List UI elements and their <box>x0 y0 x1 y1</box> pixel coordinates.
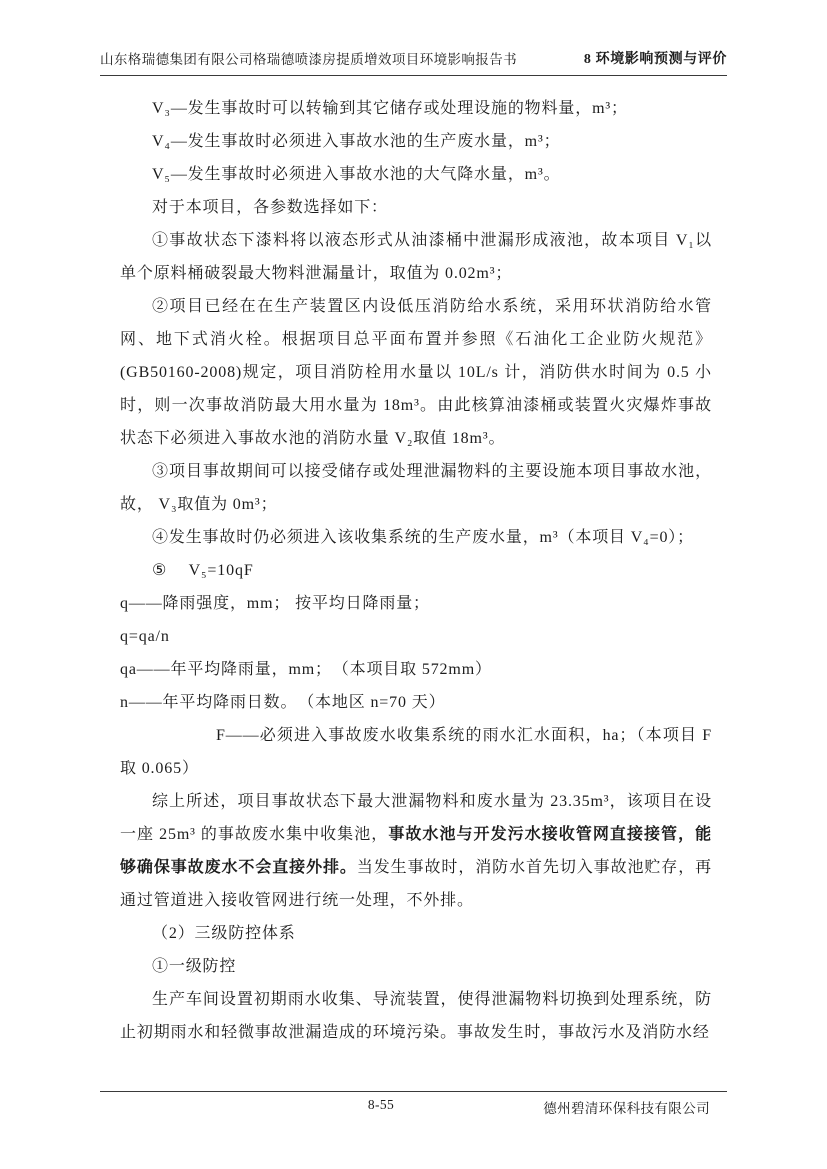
para-qa-definition: qa——年平均降雨量，mm； （本项目取 572mm） <box>120 661 492 678</box>
para-summary <box>120 785 712 917</box>
header-report-title: 山东格瑞德集团有限公司格瑞德喷漆房提质增效项目环境影响报告书 <box>100 52 517 67</box>
footer-page-number: 8-55 <box>367 1097 395 1112</box>
para-q-definition: q——降雨强度，mm； 按平均日降雨量； <box>120 595 430 612</box>
footer-company-name: 德州碧清环保科技有限公司 <box>543 1101 711 1116</box>
page-header <box>100 48 727 76</box>
para-level1-control: 生产车间设置初期雨水收集、导流装置，使得泄漏物料切换到处理系统，防止初期雨水和轻微事故泄漏造成的环境污染。事故发生时，事故污水及消防水经 <box>120 991 712 1041</box>
para-params-intro: 对于本项目，各参数选择如下： <box>152 199 388 216</box>
footer-rule <box>100 1091 727 1092</box>
document-body <box>120 92 712 1049</box>
para-item4-v4: ④发生事故时仍必须进入该收集系统的生产废水量，m³（本项目 V₄=0）； <box>152 529 694 546</box>
para-v4-definition: V₄—发生事故时必须进入事故水池的生产废水量，m³； <box>152 133 561 150</box>
para-f-definition: F——必须进入事故废水收集系统的雨水汇水面积，ha；（本项目 F 取 0.065） <box>120 727 712 777</box>
summary-segment-3: 当发生事故时，消防水首先切入事故池贮存，再通过管道进入接收管网进行统一处理，不外排。 <box>120 859 712 909</box>
header-section-title: 8 环境影响预测与评价 <box>583 52 727 67</box>
para-v3-definition: V₃—发生事故时可以转输到其它储存或处理设施的物料量，m³； <box>152 100 628 117</box>
para-item1-v1: ①事故状态下漆料将以液态形式从油漆桶中泄漏形成液池，故本项目 V₁以单个原料桶破裂最大物料泄漏量计，取值为 0.02m³； <box>120 232 712 282</box>
page-footer <box>120 1097 710 1117</box>
para-n-definition: n——年平均降雨日数。 （本地区 n=70 天） <box>120 694 446 711</box>
summary-segment-bold: 事故水池与开发污水接收管网直接接管，能够确保事故废水不会直接外排。 <box>120 826 712 876</box>
para-item5-formula: ⑤ V₅=10qF <box>152 562 254 579</box>
heading-three-level-system: （2）三级防控体系 <box>152 925 296 942</box>
para-item2-v2: ②项目已经在在生产装置区内设低压消防给水系统，采用环状消防给水管网、地下式消火栓。根据项目总平面布置并参照《石油化工企业防火规范》(GB50160-2008)规定，项目消防栓用水量以 10L/s 计，消防供水时间为 0.5 小时，则一次事故消防最大用水量为 18m³。由此核算油漆桶或装置火灾爆炸事故状态下必须进入事故水池的消防水量 V₂取值 18m³。 <box>120 298 712 447</box>
para-item3-v3: ③项目事故期间可以接受储存或处理泄漏物料的主要设施本项目事故水池，故， V₃取值为 0m³； <box>120 463 712 513</box>
summary-segment-1: 综上所述，项目事故状态下最大泄漏物料和废水量为 23.35m³，该项目在设一座 25m³ 的事故废水集中收集池， <box>120 793 712 843</box>
heading-level1-control: ①一级防控 <box>152 958 237 975</box>
para-v5-definition: V₅—发生事故时必须进入事故水池的大气降水量，m³。 <box>152 166 561 183</box>
para-q-formula: q=qa/n <box>120 628 170 645</box>
